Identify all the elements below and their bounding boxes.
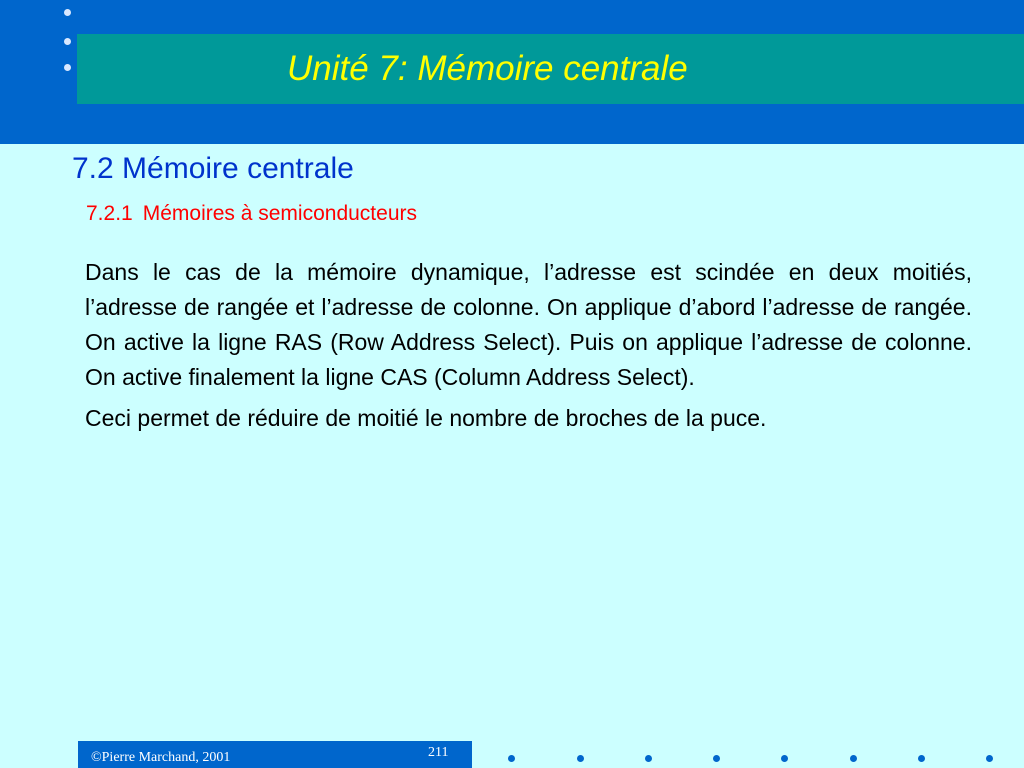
footer-dot-icon [850,755,857,762]
footer-copyright: ©Pierre Marchand, 2001 [91,750,231,765]
bullet-dot-icon [64,9,71,16]
page-number: 211 [428,745,449,760]
bullet-dot-icon [64,38,71,45]
footer-dot-icon [508,755,515,762]
header-bullet-dots [60,9,76,79]
footer-bar [78,741,472,768]
footer-dot-icon [577,755,584,762]
subsection-title: Mémoires à semiconducteurs [142,202,417,225]
subsection-number: 7.2.1 [86,202,133,225]
footer-dot-icon [645,755,652,762]
slide-body [85,255,972,442]
body-paragraph: Dans le cas de la mémoire dynamique, l’adresse est scindée en deux moitiés, l’adresse de rangée et l’adresse de colonne. On applique d’abord l’adresse de rangée. On active la ligne RAS (Row Address Select). Puis on applique l’adresse de colonne. On active finalement la ligne CAS (Column Address Select). [85,259,972,390]
slide-title: Unité 7: Mémoire centrale [287,49,688,88]
title-box [77,34,1024,104]
subsection-heading [86,202,417,226]
footer-dot-icon [713,755,720,762]
footer-dot-icon [918,755,925,762]
footer-dot-icon [986,755,993,762]
bullet-dot-icon [64,64,71,71]
footer-dot-icon [781,755,788,762]
section-heading: 7.2 Mémoire centrale [72,152,354,185]
body-paragraph: Ceci permet de réduire de moitié le nombre de broches de la puce. [85,405,767,431]
